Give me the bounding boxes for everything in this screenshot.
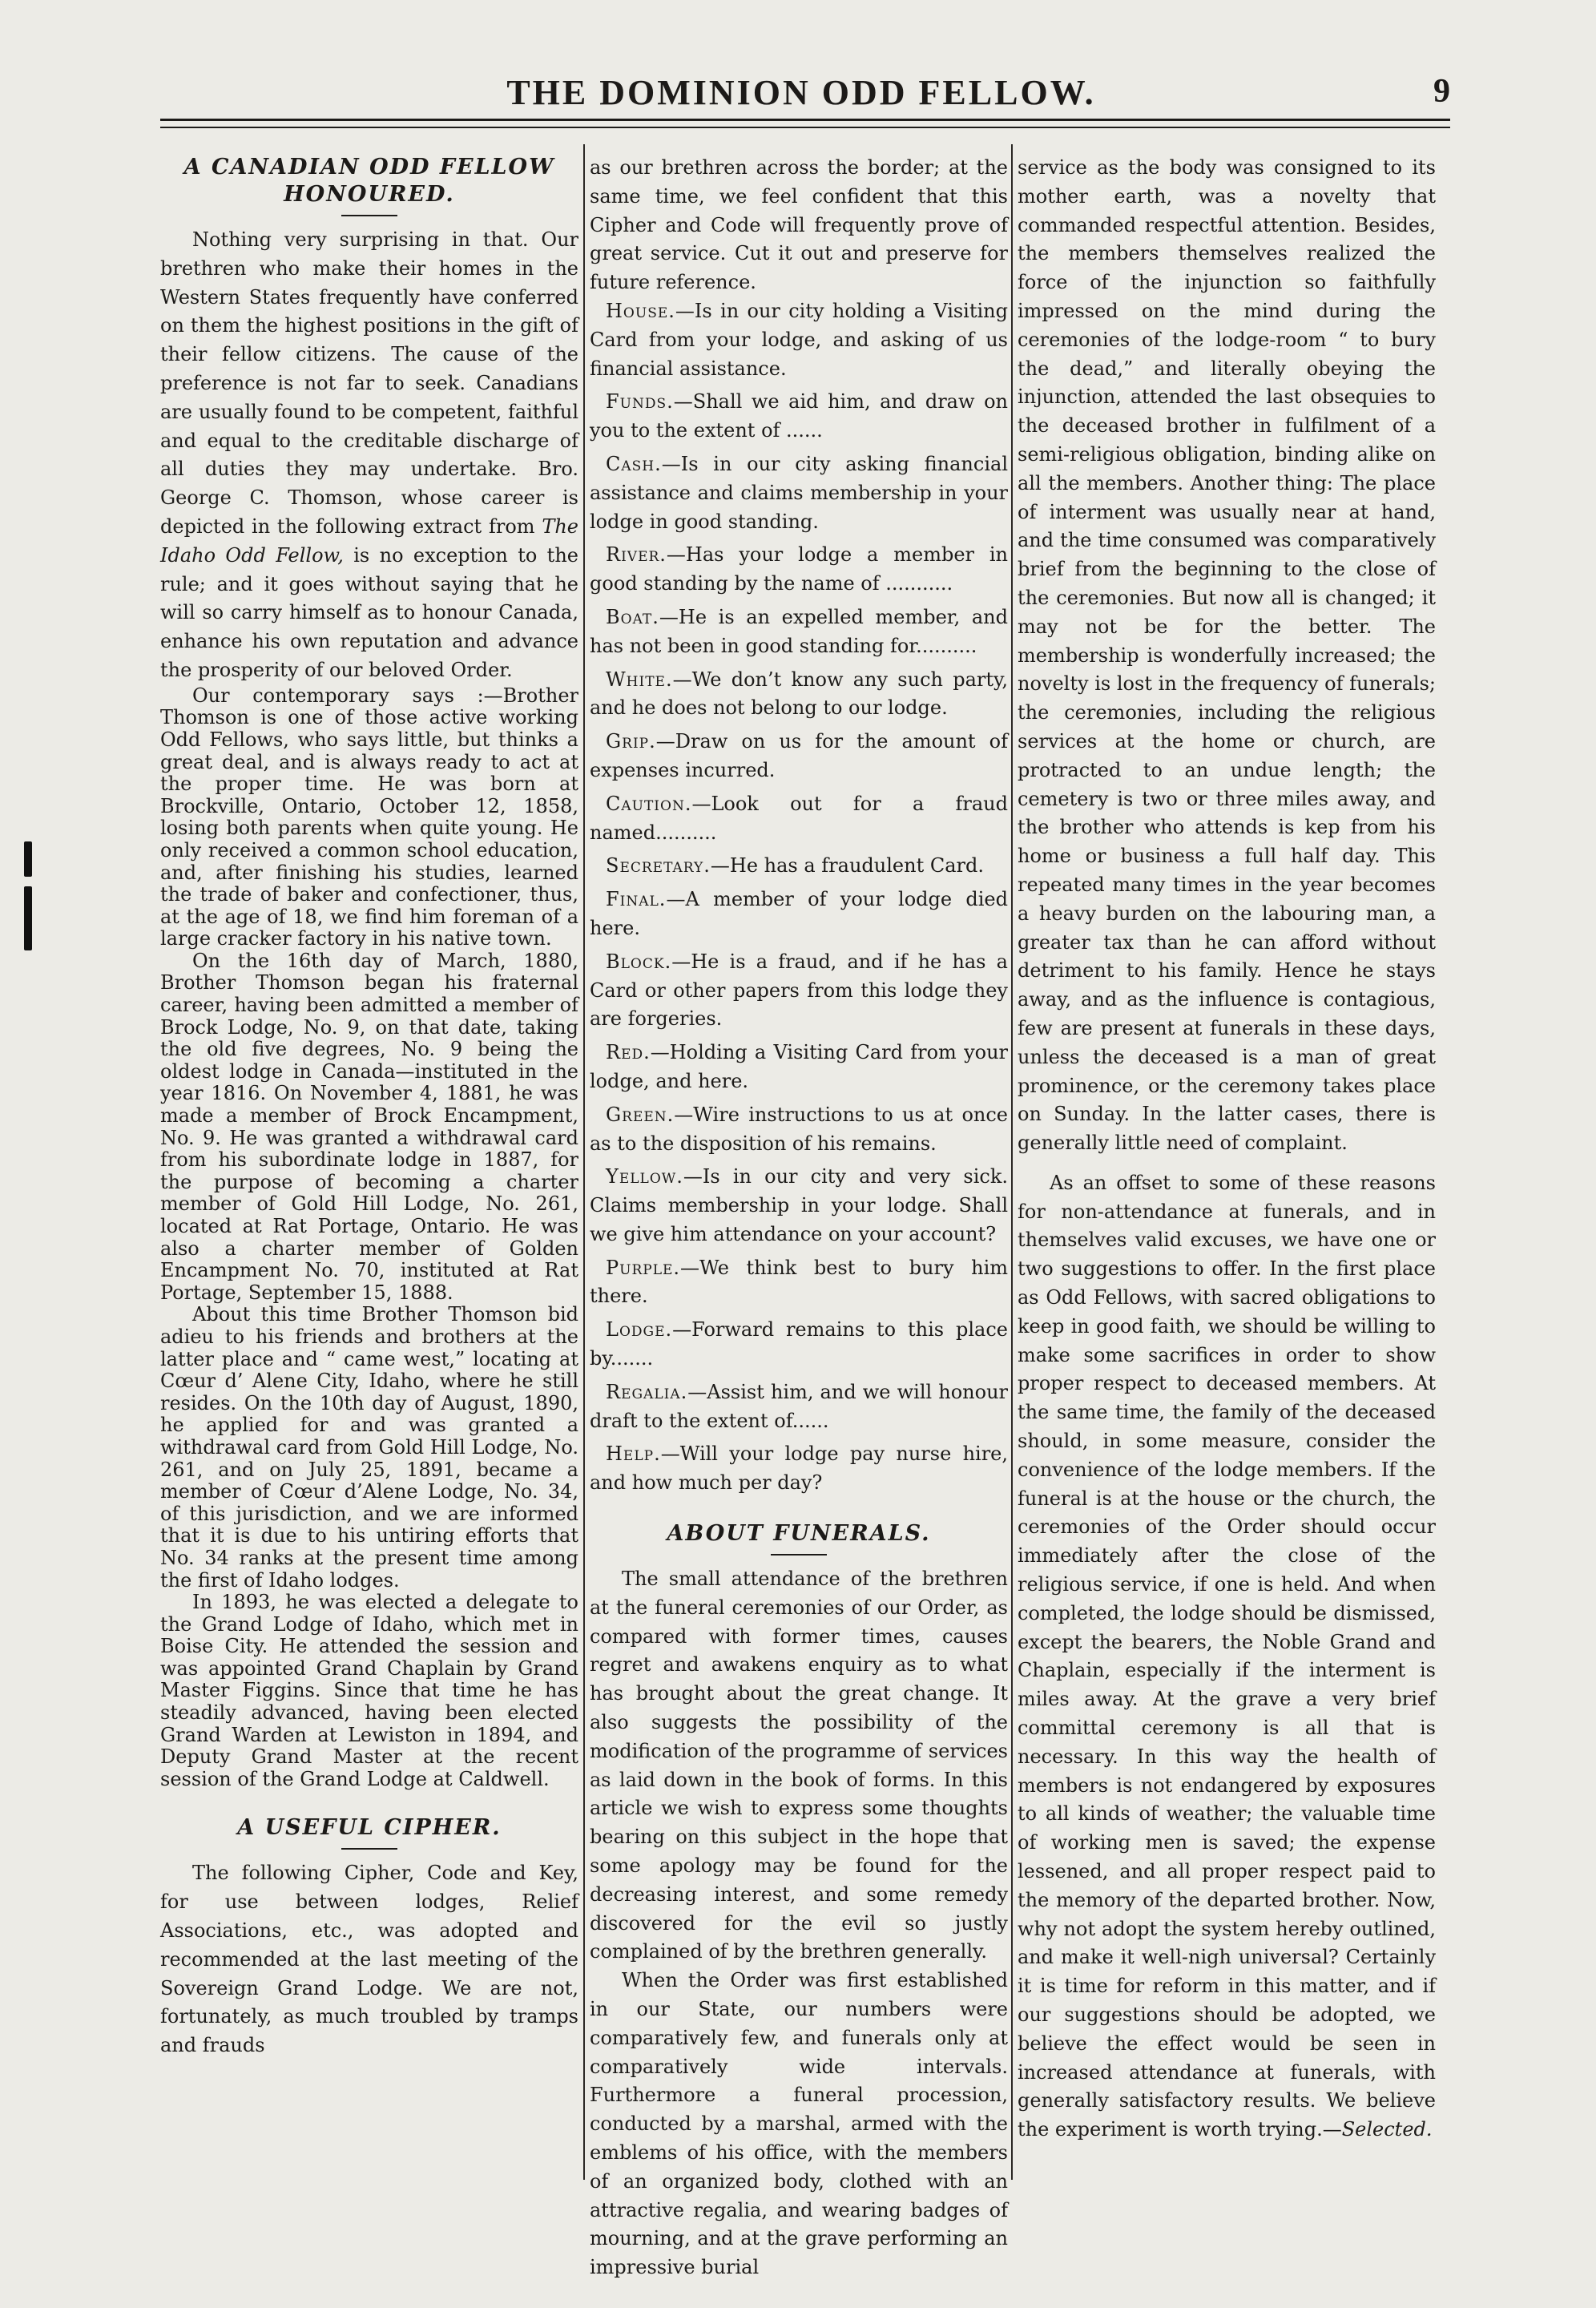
article-paragraph: In 1893, he was elected a delegate to the Grand Lodge of Idaho, which met in Boise City. He attended the session and was appointed Grand Chaplain by Grand Master Figgins. Since that time he has steadily advanced, having been elected Grand Warden at Lewiston in 1894, and Deputy Grand Master at the recent session of the Grand Lodge at Caldwell.	[160, 1591, 578, 1790]
article-paragraph: The following Cipher, Code and Key, for use between lodges, Relief Associations, etc., was adopted and recommended at the last meeting of the Sovereign Grand Lodge. We are not, fortunately, as much troubled by tramps and frauds	[160, 1862, 578, 2057]
binding-marks	[24, 841, 37, 962]
cipher-code-word: Help.	[606, 1442, 661, 1466]
paragraph-text: As an offset to some of these reasons for non-attendance at funerals, and in themselves valid excuses, we have one or two suggestions to offer. In the first place as Odd Fellows, with sacred obligations to keep in good faith, we should be willing to make some sacrifices in order to show proper respect to deceased members. At the same time, the family of the deceased should, in some measure, consider the convenience of the lodge members. If the funeral is at the house or the church, the ceremonies of the Order should occur immediately after the close of the religious service, if one is held. And when completed, the lodge should be dismissed, except the bearers, the Noble Grand and Chaplain, especially if the interment is miles away. At the grave a very brief committal ceremony is all that is necessary. In this way the health of members is not endangered by exposures to all kinds of weather; the valuable time of working men is saved; the expense lessened, and all proper respect paid to the memory of the departed brother. Now, why not adopt the system hereby outlined, and make it well-nigh universal? Certainly it is time for reform in this matter, and if our suggestions should be adopted, we believe the effect would be seen in increased attendance at funerals, with generally satisfactory results. We believe the experiment is worth trying.—	[1018, 1171, 1436, 2141]
cipher-meaning: —Wire instructions to us at once as to the disposition of his remains.	[590, 1103, 1008, 1155]
article-paragraph: Our contemporary says :—Brother Thomson is one of those active working Odd Fellows, who says little, but thinks a great deal, and is always ready to act at the proper time. He was born at Brockville, Ontario, October 12, 1858, losing both parents when quite young. He only received a common school education, and, after finishing his studies, learned the trade of baker and confectioner, thus, at the age of 18, we find him foreman of a large cracker factory in his native town.	[160, 684, 578, 950]
cipher-meaning: —He is a fraud, and if he has a Card or other papers from this lodge they are forgeries.	[590, 950, 1008, 1031]
cipher-code-word: River.	[606, 543, 667, 567]
cipher-meaning: —Shall we aid him, and draw on you to the extent of ......	[590, 390, 1008, 442]
cipher-code-word: Block.	[606, 950, 672, 973]
cipher-meaning: —Will your lodge pay nurse hire, and how much per day?	[590, 1442, 1008, 1495]
cipher-entry	[590, 297, 1008, 383]
cipher-meaning: —We don’t know any such party, and he does not belong to our lodge.	[590, 668, 1008, 720]
page-header	[160, 63, 1450, 127]
cipher-code-word: Lodge.	[606, 1318, 673, 1342]
page-number: 9	[1433, 73, 1450, 110]
article-paragraph: On the 16th day of March, 1880, Brother Thomson began his fraternal career, having been admitted a member of Brock Lodge, No. 9, on that date, taking the old five degrees, No. 9 being the oldest lodge in Canada—instituted in the year 1816. On November 4, 1881, he was made a member of Brock Encampment, No. 9. He was granted a withdrawal card from his subordinate lodge in 1887, for the purpose of becoming a charter member of Gold Hill Lodge, No. 261, located at Rat Portage, Ontario. He was also a charter member of Golden Encampment No. 70, instituted at Rat Portage, September 15, 1888.	[160, 949, 578, 1304]
cipher-code-word: Regalia.	[606, 1380, 688, 1403]
header-rule-thin	[160, 127, 1450, 128]
heading-dash	[341, 1848, 397, 1850]
cipher-meaning: —Assist him, and we will honour draft to the extent of......	[590, 1380, 1008, 1432]
cipher-entry	[590, 1163, 1008, 1249]
binding-mark	[24, 841, 32, 877]
cipher-code-word: Cash.	[606, 452, 662, 475]
cipher-code-word: Funds.	[606, 390, 674, 414]
article-paragraph: The small attendance of the brethren at the funeral ceremonies of our Order, as compared with former times, causes regret and awakens enquiry as to what has brought about the great change. It also suggests the possibility of the modification of the programme of services as laid down in the book of forms. In this article we wish to express some thoughts bearing on this subject in the hope that some apology may be found for the decreasing interest, and some remedy discovered for the evil so justly complained of by the brethren generally.	[590, 1568, 1008, 1963]
signoff: Selected.	[1341, 2118, 1433, 2141]
cipher-entry	[590, 1254, 1008, 1312]
cipher-entry	[590, 666, 1008, 724]
article-paragraph: About this time Brother Thomson bid adieu to his friends and brothers at the latter place and “ came west,” locating at Cœur d’ Alene City, Idaho, where he still resides. On the 10th day of August, 1890, he applied for and was granted a withdrawal card from Gold Hill Lodge, No. 261, and on July 25, 1891, became a member of Cœur d’Alene Lodge, No. 34, of this jurisdiction, and we are informed that it is due to his untiring efforts that No. 34 ranks at the present time among the first of Idaho lodges.	[160, 1303, 578, 1592]
cipher-meaning: —He has a fraudulent Card.	[710, 854, 984, 878]
column-2	[590, 154, 1008, 2279]
cipher-entry	[590, 728, 1008, 785]
cipher-entry	[590, 948, 1008, 1034]
cipher-meaning: —A member of your lodge died here.	[590, 888, 1008, 939]
cipher-entry	[590, 1316, 1008, 1374]
column-divider-1	[583, 144, 585, 2180]
article-paragraph: When the Order was first established in our State, our numbers were comparatively few, and funerals only at comparatively wide intervals. Furthermore a funeral procession, conducted by a marshal, armed with the emblems of his office, with the members of an organized body, clothed with an attractive regalia, and wearing badges of mourning, and at the grave performing an impressive burial	[590, 1969, 1008, 2279]
paragraph-text: Nothing very surprising in that. Our brethren who make their homes in the Western States frequently have conferred on them the highest positions in the gift of their fellow citizens. The cause of the preference is not far to seek. Canadians are usually found to be competent, faithful and equal to the creditable discharge of all duties they may undertake. Bro. George C. Thomson, whose career is depicted in the following extract from	[160, 228, 578, 538]
cipher-entry	[590, 852, 1008, 881]
column-1	[160, 154, 578, 2205]
cipher-code-word: Final.	[606, 888, 667, 911]
header-rule-thick	[160, 119, 1450, 121]
cipher-code-word: Grip.	[606, 730, 656, 753]
cipher-entry	[590, 541, 1008, 599]
binding-mark	[24, 886, 32, 950]
cipher-meaning: —Has your lodge a member in good standing by the name of ...........	[590, 543, 1008, 595]
cipher-entry	[590, 886, 1008, 943]
cipher-code-word: Purple.	[606, 1256, 681, 1279]
cipher-meaning: —Is in our city and very sick. Claims membership in your lodge. Shall we give him attendance on your account?	[590, 1165, 1008, 1245]
cipher-entry	[590, 388, 1008, 446]
column-3	[1018, 154, 1436, 2205]
cipher-meaning: —Is in our city holding a Visiting Card from your lodge, and asking of us financial assistance.	[590, 299, 1008, 380]
cipher-meaning: —Forward remains to this place by.......	[590, 1318, 1008, 1370]
cipher-meaning: —Holding a Visiting Card from your lodge, and here.	[590, 1041, 1008, 1092]
cipher-code-word: Secretary.	[606, 854, 711, 878]
cipher-code-word: Red.	[606, 1041, 651, 1064]
cipher-code-word: Green.	[606, 1103, 675, 1126]
cipher-entry	[590, 1101, 1008, 1159]
cipher-meaning: —Look out for a fraud named..........	[590, 792, 1008, 844]
cipher-entry	[590, 790, 1008, 848]
article-paragraph	[1018, 1169, 1436, 2145]
cipher-code-word: House.	[606, 299, 675, 322]
cipher-meaning: —He is an expelled member, and has not been in good standing for..........	[590, 605, 1008, 657]
cipher-entry	[590, 1440, 1008, 1498]
cipher-code-word: White.	[606, 668, 673, 691]
cipher-meaning: —Is in our city asking financial assistance and claims membership in your lodge in good standing.	[590, 452, 1008, 533]
cipher-code-word: Caution.	[606, 792, 692, 815]
heading-line: HONOURED.	[284, 182, 455, 207]
cipher-meaning: —We think best to bury him there.	[590, 1256, 1008, 1308]
article-heading-cipher: A USEFUL CIPHER.	[237, 1815, 502, 1841]
cipher-code-word: Yellow.	[606, 1165, 683, 1188]
heading-line: A CANADIAN ODD FELLOW	[183, 155, 555, 180]
cipher-entry	[590, 450, 1008, 536]
paragraph-text: is no exception to the rule; and it goes without saying that he will so carry himself as to honour Canada, enhance his own reputation and advance the prosperity of our beloved Order.	[160, 543, 578, 681]
cipher-entry	[590, 1378, 1008, 1436]
article-paragraph-continued: service as the body was consigned to its mother earth, was a novelty that commanded respectful attention. Besides, the members themselves realized the force of the injunction so faithfully impressed on the mind during the ceremonies of the lodge-room “ to bury the dead,” and literally obeying the injunction, attended the last obsequies to the deceased brother in fulfilment of a semi-religious obligation, binding alike on all the members. Another thing: The place of interment was usually near at hand, and the time consumed was comparatively brief from the beginning to the close of the ceremonies. But now all is changed; it may not be for the better. The membership is wonderfully increased; the novelty is lost in the frequency of funerals; the ceremonies, including the religious services at the home or church, are protracted to an undue length; the cemetery is two or three miles away, and the brother who attends is kep from his home or business a full half day. This repeated many times in the year becomes a heavy burden on the labouring man, a greater tax than he can afford without detriment to his family. Hence he stays away, and as the influence is contagious, few are present at funerals in these days, unless the deceased is a man of great prominence, or the ceremony takes place on Sunday. In the latter cases, there is generally little need of complaint.	[1018, 156, 1436, 1155]
article-heading-funerals: ABOUT FUNERALS.	[667, 1521, 931, 1547]
cipher-entry	[590, 603, 1008, 661]
masthead-title: THE DOMINION ODD FELLOW.	[506, 73, 1096, 112]
cipher-entry	[590, 1039, 1008, 1096]
cipher-meaning: —Draw on us for the amount of expenses incurred.	[590, 730, 1008, 781]
heading-dash	[771, 1554, 827, 1555]
article-paragraph	[160, 226, 578, 685]
article-paragraph-continued: as our brethren across the border; at the same time, we feel confident that this Cipher and Code will frequently prove of great service. Cut it out and preserve for future reference.	[590, 156, 1008, 294]
publication-title: The Idaho Odd Fellow,	[160, 514, 578, 567]
cipher-key-list	[590, 297, 1008, 1498]
article-heading-canadian	[160, 154, 578, 208]
cipher-code-word: Boat.	[606, 605, 659, 628]
heading-dash	[341, 215, 397, 216]
column-divider-2	[1011, 144, 1013, 2180]
